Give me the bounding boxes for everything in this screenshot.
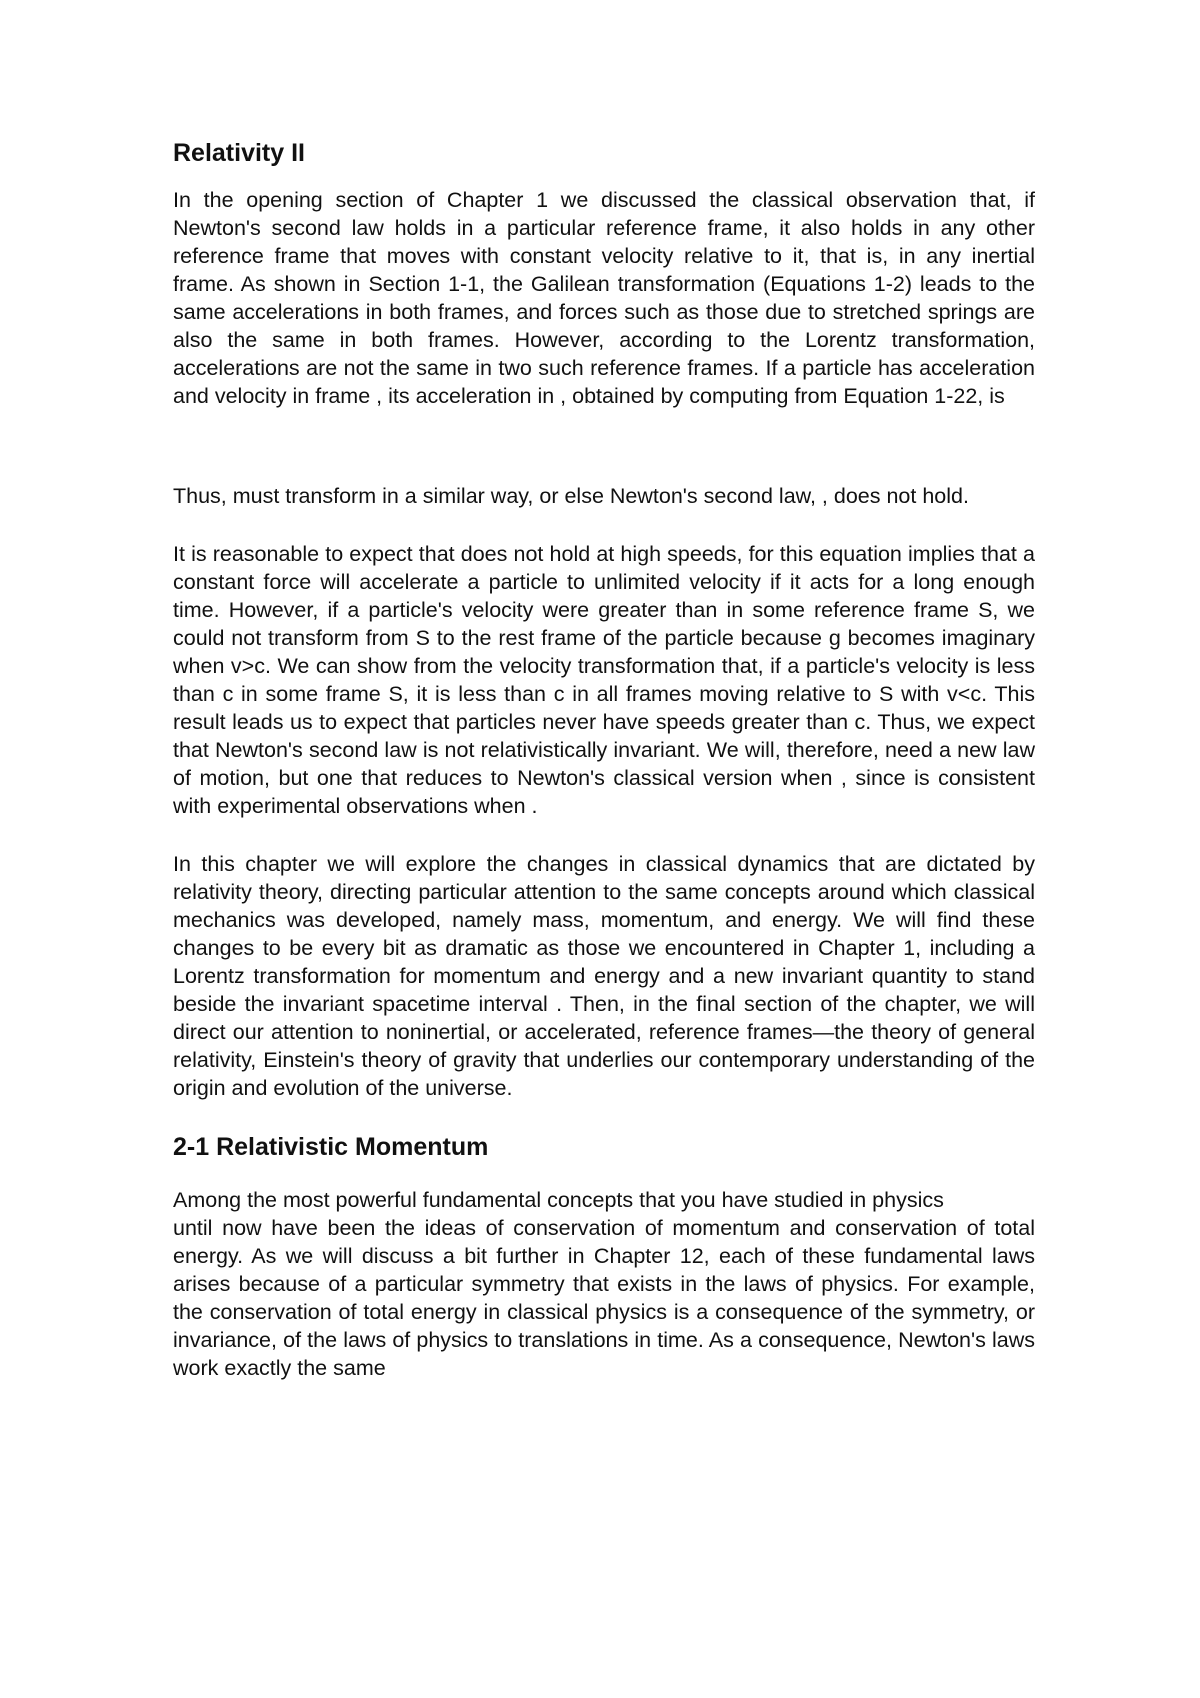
equation-placeholder [173,410,1035,482]
document-page [173,138,1035,1382]
paragraph-high-speeds: It is reasonable to expect that does not hold at high speeds, for this equation implies that a constant force will accelerate a particle to unlimited velocity if it acts for a long enough time. However, if a particle's velocity were greater than in some reference frame S, we could not transform from S to the rest frame of the particle because g becomes imaginary when v>c. We can show from the velocity transformation that, if a particle's velocity is less than c in some frame S, it is less than c in all frames moving relative to S with v<c. This result leads us to expect that particles never have speeds greater than c. Thus, we expect that Newton's second law is not relativistically invariant. We will, therefore, need a new law of motion, but one that reduces to Newton's classical version when , since is consistent with experimental observations when . [173,542,1035,818]
section-paragraph-body: until now have been the ideas of conservation of momentum and conservation of total energy. As we will discuss a bit further in Chapter 12, each of these fundamental laws arises because of a particular symmetry that exists in the laws of physics. For example, the conservation of total energy in classical physics is a consequence of the symmetry, or invariance, of the laws of physics to translations in time. As a consequence, Newton's laws work exactly the same [173,1216,1035,1380]
paragraph-intro: In the opening section of Chapter 1 we discussed the classical observation that, if Newton's second law holds in a particular reference frame, it also holds in any other reference frame that moves with constant velocity relative to it, that is, in any inertial frame. As shown in Section 1-1, the Galilean transformation (Equations 1-2) leads to the same accelerations in both frames, and forces such as those due to stretched springs are also the same in both frames. However, according to the Lorentz transformation, accelerations are not the same in two such reference frames. If a particle has acceleration and velocity in frame , its acceleration in , obtained by computing from Equation 1-22, is [173,188,1035,408]
paragraph-thus: Thus, must transform in a similar way, or else Newton's second law, , does not hold. [173,484,969,508]
paragraph-chapter-overview: In this chapter we will explore the changes in classical dynamics that are dictated by relativity theory, directing particular attention to the same concepts around which classical mechanics was developed, namely mass, momentum, and energy. We will find these changes to be every bit as dramatic as those we encountered in Chapter 1, including a Lorentz transformation for momentum and energy and a new invariant quantity to stand beside the invariant spacetime interval . Then, in the final section of the chapter, we will direct our attention to noninertial, or accelerated, reference frames—the theory of general relativity, Einstein's theory of gravity that underlies our contemporary understanding of the origin and evolution of the universe. [173,852,1035,1100]
document-title: Relativity II [173,139,305,167]
section-heading: 2-1 Relativistic Momentum [173,1133,489,1161]
section-paragraph-line1: Among the most powerful fundamental concepts that you have studied in physics [173,1188,944,1212]
